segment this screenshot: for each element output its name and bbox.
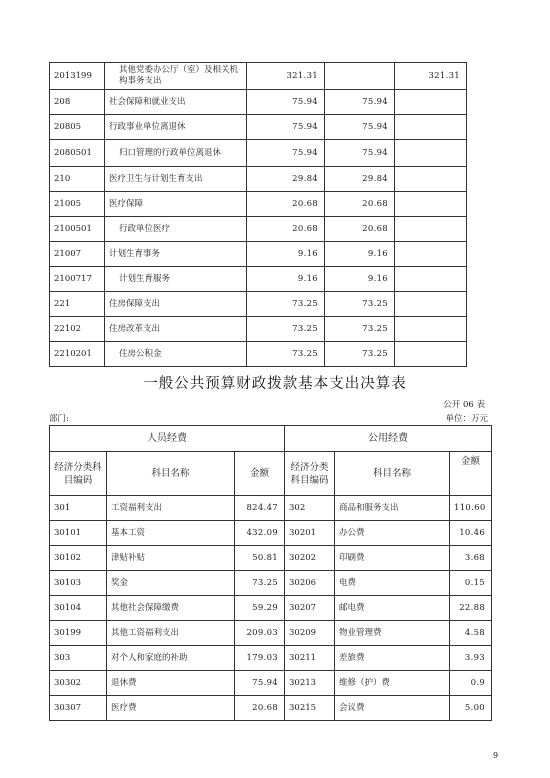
row-code: 208 xyxy=(50,90,105,115)
row-value-project xyxy=(395,267,467,292)
personnel-amount: 179.03 xyxy=(235,646,285,671)
row-code: 21005 xyxy=(50,192,105,217)
row-name: 住房公积金 xyxy=(105,342,247,367)
public-amount: 3.68 xyxy=(450,546,492,571)
row-code: 2210201 xyxy=(50,342,105,367)
table-row xyxy=(50,192,467,217)
row-value-project xyxy=(395,115,467,140)
row-value-total: 321.31 xyxy=(247,63,325,90)
basic-expenditure-table xyxy=(49,425,492,721)
personnel-amount: 209.03 xyxy=(235,621,285,646)
personnel-code: 303 xyxy=(50,646,107,671)
personnel-item-name: 津贴补贴 xyxy=(107,546,235,571)
row-value-total: 9.16 xyxy=(247,242,325,267)
table-row xyxy=(50,63,467,90)
public-code: 30202 xyxy=(285,546,335,571)
personnel-code: 30101 xyxy=(50,521,107,546)
row-code: 22102 xyxy=(50,317,105,342)
public-code: 30207 xyxy=(285,596,335,621)
row-value-total: 75.94 xyxy=(247,140,325,167)
row-value-project xyxy=(395,317,467,342)
row-value-basic: 29.84 xyxy=(325,167,395,192)
row-value-total: 20.68 xyxy=(247,192,325,217)
row-code: 2100717 xyxy=(50,267,105,292)
table-row xyxy=(50,90,467,115)
row-value-total: 9.16 xyxy=(247,267,325,292)
personnel-code: 30302 xyxy=(50,671,107,696)
row-value-total: 75.94 xyxy=(247,90,325,115)
row-value-basic: 9.16 xyxy=(325,267,395,292)
row-value-project xyxy=(395,90,467,115)
table-row xyxy=(50,621,492,646)
row-value-basic: 75.94 xyxy=(325,140,395,167)
row-value-basic: 20.68 xyxy=(325,217,395,242)
personnel-amount: 824.47 xyxy=(235,496,285,521)
table-row xyxy=(50,342,467,367)
table-row xyxy=(50,242,467,267)
row-value-total: 20.68 xyxy=(247,217,325,242)
row-name: 住房保障支出 xyxy=(105,292,247,317)
table-row xyxy=(50,267,467,292)
public-code: 302 xyxy=(285,496,335,521)
row-value-basic: 20.68 xyxy=(325,192,395,217)
public-item-name: 会议费 xyxy=(335,696,450,721)
public-code: 30206 xyxy=(285,571,335,596)
department-label: 部门: xyxy=(49,414,69,424)
page-title: 一般公共预算财政拨款基本支出决算表 xyxy=(143,376,407,392)
row-name: 医疗保障 xyxy=(105,192,247,217)
row-value-project xyxy=(395,292,467,317)
public-item-name: 电费 xyxy=(335,571,450,596)
table-row xyxy=(50,115,467,140)
public-amount: 0.9 xyxy=(450,671,492,696)
row-name: 行政单位医疗 xyxy=(105,217,247,242)
personnel-item-name: 其他社会保障缴费 xyxy=(107,596,235,621)
row-value-project xyxy=(395,167,467,192)
personnel-amount: 73.25 xyxy=(235,571,285,596)
row-value-project xyxy=(395,192,467,217)
row-code: 221 xyxy=(50,292,105,317)
column-header-name: 科目名称 xyxy=(107,452,235,496)
table-row xyxy=(50,167,467,192)
row-value-total: 75.94 xyxy=(247,115,325,140)
row-code: 20805 xyxy=(50,115,105,140)
public-item-name: 印刷费 xyxy=(335,546,450,571)
table-row xyxy=(50,596,492,621)
row-value-basic: 75.94 xyxy=(325,115,395,140)
table-row xyxy=(50,317,467,342)
personnel-amount: 50.81 xyxy=(235,546,285,571)
row-value-basic: 73.25 xyxy=(325,317,395,342)
personnel-item-name: 基本工资 xyxy=(107,521,235,546)
public-item-name: 物业管理费 xyxy=(335,621,450,646)
personnel-code: 30104 xyxy=(50,596,107,621)
table-row xyxy=(50,646,492,671)
table-number: 公开 06 表 xyxy=(443,400,485,410)
public-code: 30211 xyxy=(285,646,335,671)
row-value-total: 73.25 xyxy=(247,342,325,367)
row-name: 医疗卫生与计划生育支出 xyxy=(105,167,247,192)
public-expenses-header: 公用经费 xyxy=(285,426,492,452)
row-value-total: 29.84 xyxy=(247,167,325,192)
public-code: 30215 xyxy=(285,696,335,721)
public-item-name: 邮电费 xyxy=(335,596,450,621)
row-name: 住房改革支出 xyxy=(105,317,247,342)
table-row xyxy=(50,571,492,596)
personnel-code: 301 xyxy=(50,496,107,521)
public-amount: 110.60 xyxy=(450,496,492,521)
table-row xyxy=(50,696,492,721)
personnel-item-name: 其他工资福利支出 xyxy=(107,621,235,646)
personnel-code: 30102 xyxy=(50,546,107,571)
public-code: 30201 xyxy=(285,521,335,546)
row-value-basic: 73.25 xyxy=(325,292,395,317)
column-header-amount-right: 金额 xyxy=(450,452,492,496)
personnel-item-name: 奖金 xyxy=(107,571,235,596)
personnel-item-name: 退休费 xyxy=(107,671,235,696)
table-row xyxy=(50,217,467,242)
column-header-code-right: 经济分类科目编码 xyxy=(285,452,335,496)
table-row xyxy=(50,496,492,521)
public-code: 30213 xyxy=(285,671,335,696)
expenditure-by-function-table xyxy=(49,62,467,367)
row-name: 归口管理的行政单位离退休 xyxy=(105,140,247,167)
personnel-item-name: 工资福利支出 xyxy=(107,496,235,521)
column-header-amount: 金额 xyxy=(235,452,285,496)
public-code: 30209 xyxy=(285,621,335,646)
personnel-code: 30199 xyxy=(50,621,107,646)
personnel-code: 30103 xyxy=(50,571,107,596)
row-value-project xyxy=(395,342,467,367)
public-amount: 3.93 xyxy=(450,646,492,671)
row-value-basic: 75.94 xyxy=(325,90,395,115)
public-item-name: 办公费 xyxy=(335,521,450,546)
table-row xyxy=(50,521,492,546)
public-amount: 0.15 xyxy=(450,571,492,596)
personnel-item-name: 对个人和家庭的补助 xyxy=(107,646,235,671)
row-name: 计划生育服务 xyxy=(105,267,247,292)
row-code: 210 xyxy=(50,167,105,192)
personnel-expenses-header: 人员经费 xyxy=(50,426,285,452)
row-name: 其他党委办公厅（室）及相关机构事务支出 xyxy=(105,63,247,90)
public-amount: 5.00 xyxy=(450,696,492,721)
table-row xyxy=(50,671,492,696)
row-value-total: 73.25 xyxy=(247,317,325,342)
unit-label: 单位：万元 xyxy=(445,414,488,424)
row-value-basic: 73.25 xyxy=(325,342,395,367)
row-code: 2013199 xyxy=(50,63,105,90)
row-name: 行政事业单位离退休 xyxy=(105,115,247,140)
public-item-name: 商品和服务支出 xyxy=(335,496,450,521)
column-header-name-right: 科目名称 xyxy=(335,452,450,496)
personnel-amount: 432.09 xyxy=(235,521,285,546)
row-name: 社会保障和就业支出 xyxy=(105,90,247,115)
row-code: 21007 xyxy=(50,242,105,267)
personnel-item-name: 医疗费 xyxy=(107,696,235,721)
row-value-total: 73.25 xyxy=(247,292,325,317)
personnel-amount: 75.94 xyxy=(235,671,285,696)
column-header-code: 经济分类科目编码 xyxy=(50,452,107,496)
row-value-project: 321.31 xyxy=(395,63,467,90)
table-row xyxy=(50,546,492,571)
row-value-project xyxy=(395,217,467,242)
row-name: 计划生育事务 xyxy=(105,242,247,267)
row-value-basic: 9.16 xyxy=(325,242,395,267)
table-row xyxy=(50,292,467,317)
table-row xyxy=(50,140,467,167)
page-number: 9 xyxy=(493,751,499,760)
public-item-name: 差旅费 xyxy=(335,646,450,671)
public-item-name: 维修（护）费 xyxy=(335,671,450,696)
public-amount: 22.88 xyxy=(450,596,492,621)
personnel-amount: 20.68 xyxy=(235,696,285,721)
row-value-basic xyxy=(325,63,395,90)
row-value-project xyxy=(395,140,467,167)
personnel-code: 30307 xyxy=(50,696,107,721)
public-amount: 10.46 xyxy=(450,521,492,546)
row-code: 2080501 xyxy=(50,140,105,167)
personnel-amount: 59.29 xyxy=(235,596,285,621)
public-amount: 4.58 xyxy=(450,621,492,646)
row-code: 2100501 xyxy=(50,217,105,242)
row-value-project xyxy=(395,242,467,267)
